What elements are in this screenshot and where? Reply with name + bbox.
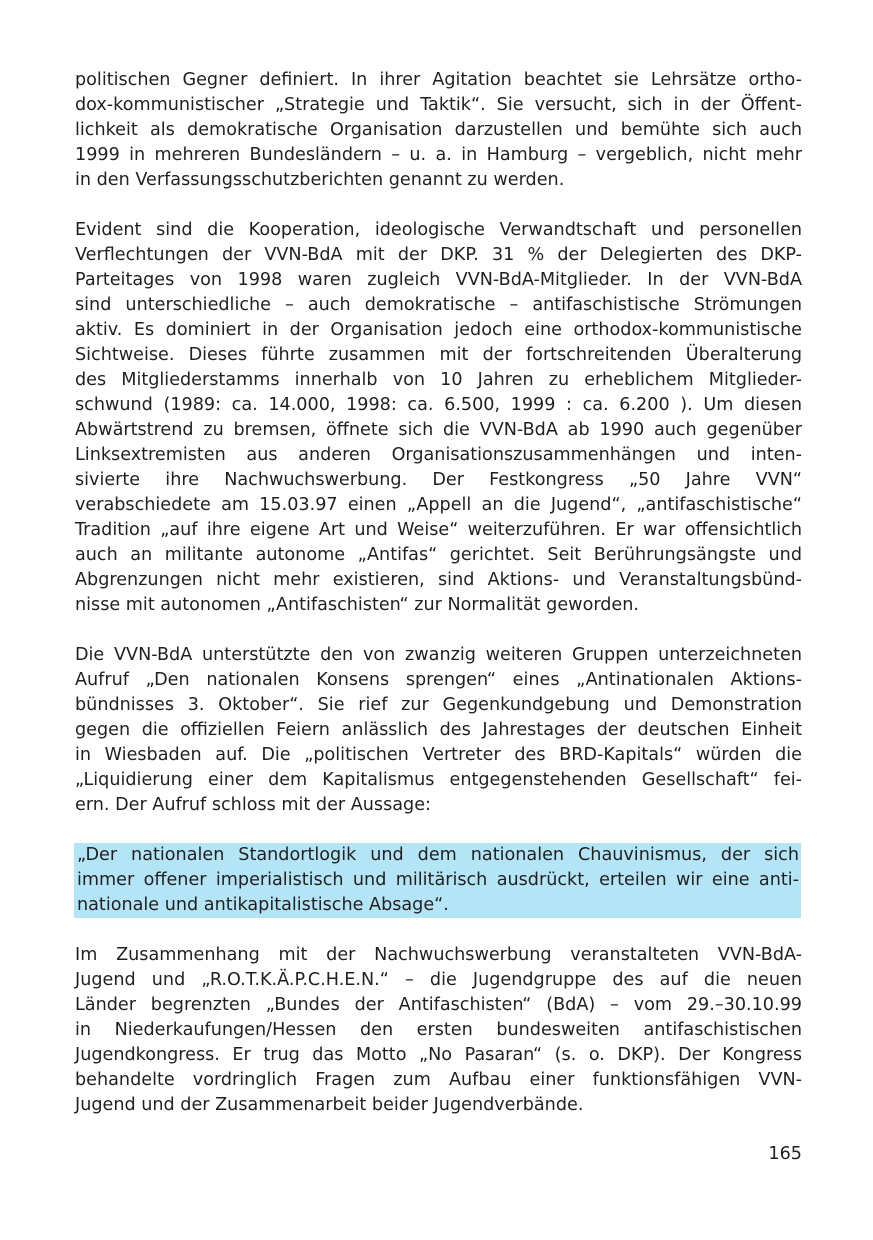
text-line: Jugend und „R.O.T.K.Ä.P.C.H.E.N.“ – die Jugendgruppe des auf die neuen [75,970,802,990]
paragraph-youth-congress [75,943,802,1118]
page-number: 165 [768,1144,802,1164]
paragraph-gap [75,818,802,843]
text-line: Sichtweise. Dieses führte zusammen mit der fortschreitenden Überalterung [75,345,802,365]
paragraph-cooperation [75,218,802,618]
text-line: behandelte vordringlich Fragen zum Aufbau einer funktionsfähigen VVN- [75,1070,802,1090]
text-line: nisse mit autonomen „Antifaschisten“ zur Normalität geworden. [75,595,639,615]
highlighted-quote [74,843,801,918]
quote-line: „Der nationalen Standortlogik und dem nationalen Chauvinismus, der sich [77,845,799,865]
text-line: in den Verfassungsschutzberichten genannt zu werden. [75,170,565,190]
paragraph-appeal [75,643,802,818]
text-line: Im Zusammenhang mit der Nachwuchswerbung veranstalteten VVN-BdA- [75,945,802,965]
text-line: politischen Gegner definiert. In ihrer Agitation beachtet sie Lehrsätze ortho- [75,70,802,90]
text-line: gegen die offiziellen Feiern anlässlich des Jahrestages der deutschen Einheit [75,720,802,740]
text-line: in Niederkaufungen/Hessen den ersten bundesweiten antifaschistischen [75,1020,802,1040]
text-line: Die VVN-BdA unterstützte den von zwanzig weiteren Gruppen unterzeichneten [75,645,802,665]
text-line: Parteitages von 1998 waren zugleich VVN-BdA-Mitglieder. In der VVN-BdA [75,270,802,290]
text-line: Evident sind die Kooperation, ideologische Verwandtschaft und personellen [75,220,802,240]
text-line: lichkeit als demokratische Organisation darzustellen und bemühte sich auch [75,120,802,140]
text-line: Abgrenzungen nicht mehr existieren, sind Aktions- und Veranstaltungsbünd- [75,570,802,590]
text-line: Linksextremisten aus anderen Organisationszusammenhängen und inten- [75,445,802,465]
text-line: Verflechtungen der VVN-BdA mit der DKP. 31 % der Delegierten des DKP- [75,245,802,265]
text-line: Länder begrenzten „Bundes der Antifaschisten“ (BdA) – vom 29.–30.10.99 [75,995,802,1015]
quote-line: immer offener imperialistisch und militärisch ausdrückt, erteilen wir eine anti- [77,870,799,890]
text-line: ern. Der Aufruf schloss mit der Aussage: [75,795,431,815]
paragraph-gap [75,193,802,218]
text-line: 1999 in mehreren Bundesländern – u. a. in Hamburg – vergeblich, nicht mehr [75,145,802,165]
text-line: Jugend und der Zusammenarbeit beider Jugendverbände. [75,1095,584,1115]
paragraph-gap [75,918,802,943]
text-line: sind unterschiedliche – auch demokratische – antifaschistische Strömungen [75,295,802,315]
text-line: Jugendkongress. Er trug das Motto „No Pasaran“ (s. o. DKP). Der Kongress [75,1045,802,1065]
text-line: Tradition „auf ihre eigene Art und Weise“ weiterzuführen. Er war offensichtlich [75,520,802,540]
paragraph-agitation [75,68,802,193]
quote-line: nationale und antikapitalistische Absage“. [77,895,449,915]
text-line: schwund (1989: ca. 14.000, 1998: ca. 6.500, 1999 : ca. 6.200 ). Um diesen [75,395,802,415]
text-line: bündnisses 3. Oktober“. Sie rief zur Gegenkundgebung und Demonstration [75,695,802,715]
text-line: dox-kommunistischer „Strategie und Taktik“. Sie versucht, sich in der Öffent- [75,95,802,115]
text-line: aktiv. Es dominiert in der Organisation jedoch eine orthodox-kommunistische [75,320,802,340]
text-line: in Wiesbaden auf. Die „politischen Vertreter des BRD-Kapitals“ würden die [75,745,802,765]
text-line: des Mitgliederstamms innerhalb von 10 Jahren zu erheblichem Mitglieder- [75,370,802,390]
paragraph-gap [75,618,802,643]
text-line: verabschiedete am 15.03.97 einen „Appell an die Jugend“, „antifaschistische“ [75,495,802,515]
document-body [75,68,802,1118]
text-line: Aufruf „Den nationalen Konsens sprengen“ eines „Antinationalen Aktions- [75,670,802,690]
text-line: Abwärtstrend zu bremsen, öffnete sich die VVN-BdA ab 1990 auch gegenüber [75,420,802,440]
text-line: „Liquidierung einer dem Kapitalismus entgegenstehenden Gesellschaft“ fei- [75,770,802,790]
text-line: auch an militante autonome „Antifas“ gerichtet. Seit Berührungsängste und [75,545,802,565]
text-line: sivierte ihre Nachwuchswerbung. Der Festkongress „50 Jahre VVN“ [75,470,802,490]
